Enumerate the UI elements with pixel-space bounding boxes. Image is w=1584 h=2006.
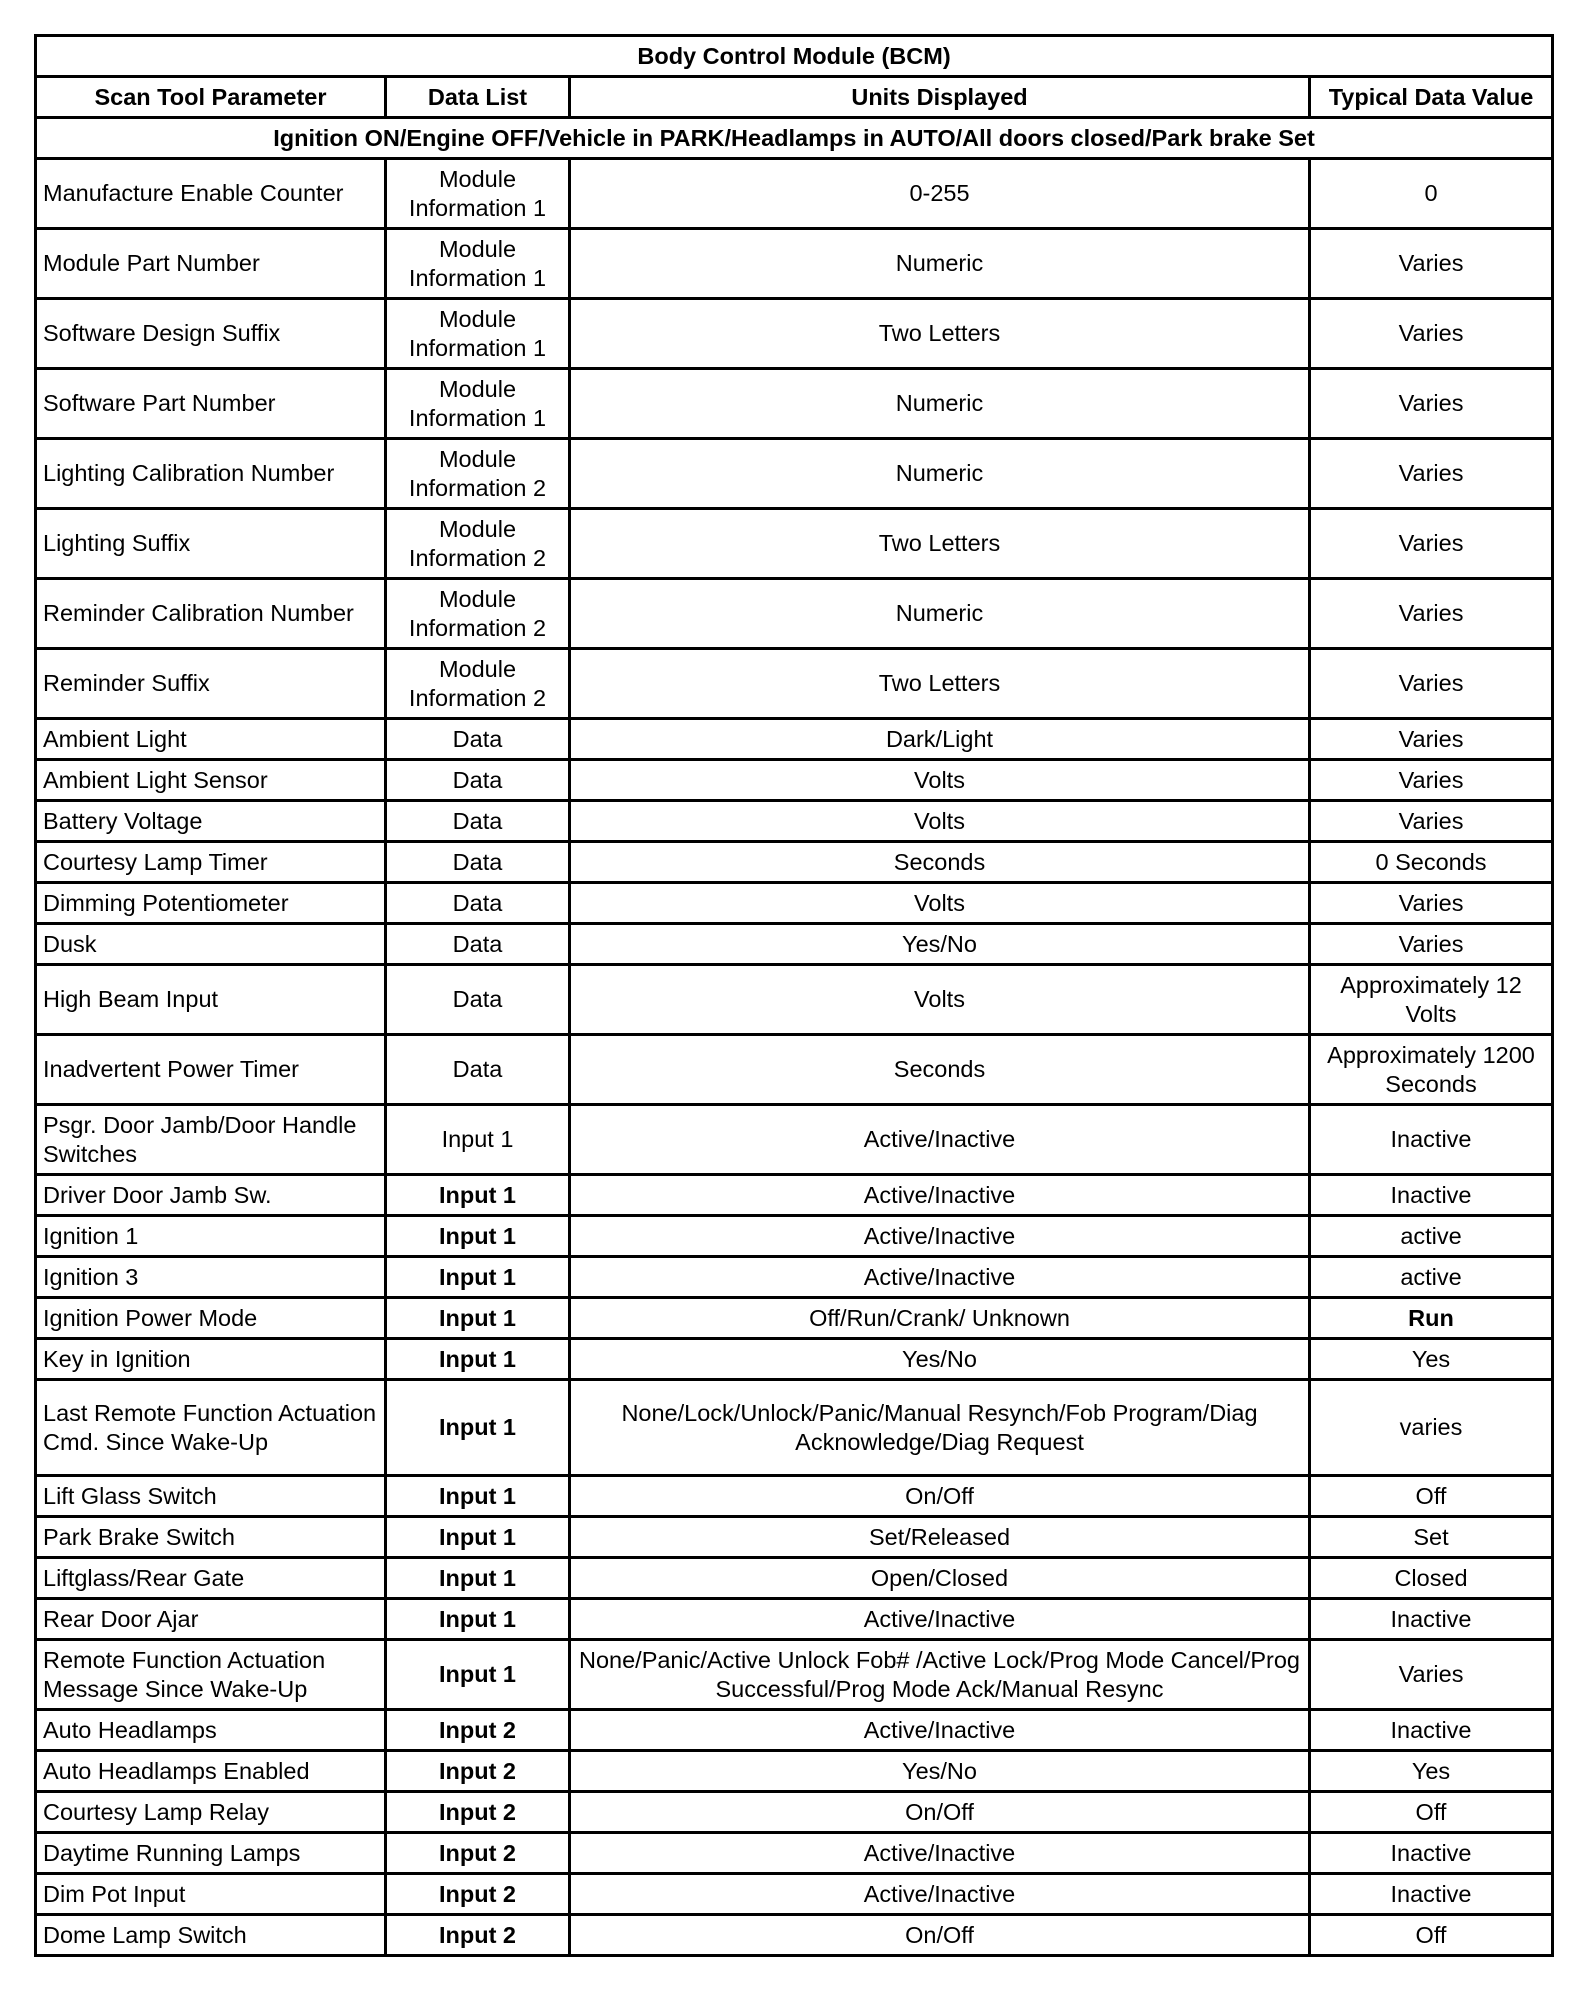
cell-scan-tool-parameter: Ambient Light (36, 719, 386, 760)
table-row (36, 1175, 1553, 1216)
cell-scan-tool-parameter: Module Part Number (36, 229, 386, 299)
table-row (36, 1792, 1553, 1833)
table-row (36, 649, 1553, 719)
table-row (36, 883, 1553, 924)
header-units-displayed: Units Displayed (570, 77, 1310, 118)
cell-data-list: Input 1 (386, 1175, 570, 1216)
cell-typical-data-value: Varies (1310, 760, 1553, 801)
table-row (36, 299, 1553, 369)
cell-typical-data-value: Varies (1310, 649, 1553, 719)
cell-data-list: Module Information 1 (386, 299, 570, 369)
cell-scan-tool-parameter: Dim Pot Input (36, 1874, 386, 1915)
table-row (36, 369, 1553, 439)
cell-typical-data-value: Inactive (1310, 1175, 1553, 1216)
cell-typical-data-value: Varies (1310, 1640, 1553, 1710)
table-row (36, 1257, 1553, 1298)
cell-units-displayed: Active/Inactive (570, 1216, 1310, 1257)
bcm-data-table (34, 34, 1554, 1957)
cell-units-displayed: Numeric (570, 229, 1310, 299)
cell-typical-data-value: Inactive (1310, 1874, 1553, 1915)
cell-typical-data-value: Off (1310, 1915, 1553, 1956)
table-row (36, 1751, 1553, 1792)
cell-data-list: Data (386, 842, 570, 883)
cell-units-displayed: Active/Inactive (570, 1833, 1310, 1874)
cell-units-displayed: Open/Closed (570, 1558, 1310, 1599)
cell-scan-tool-parameter: Software Design Suffix (36, 299, 386, 369)
cell-units-displayed: Active/Inactive (570, 1105, 1310, 1175)
cell-units-displayed: Dark/Light (570, 719, 1310, 760)
test-condition: Ignition ON/Engine OFF/Vehicle in PARK/Headlamps in AUTO/All doors closed/Park brake Set (36, 118, 1553, 159)
cell-scan-tool-parameter: High Beam Input (36, 965, 386, 1035)
cell-scan-tool-parameter: Ignition Power Mode (36, 1298, 386, 1339)
cell-scan-tool-parameter: Software Part Number (36, 369, 386, 439)
cell-data-list: Input 1 (386, 1380, 570, 1476)
cell-units-displayed: Yes/No (570, 1751, 1310, 1792)
table-row (36, 1105, 1553, 1175)
cell-scan-tool-parameter: Daytime Running Lamps (36, 1833, 386, 1874)
table-row (36, 719, 1553, 760)
cell-data-list: Data (386, 760, 570, 801)
cell-data-list: Data (386, 801, 570, 842)
cell-typical-data-value: active (1310, 1216, 1553, 1257)
cell-scan-tool-parameter: Rear Door Ajar (36, 1599, 386, 1640)
cell-data-list: Data (386, 965, 570, 1035)
cell-scan-tool-parameter: Reminder Suffix (36, 649, 386, 719)
cell-typical-data-value: Varies (1310, 299, 1553, 369)
cell-data-list: Data (386, 924, 570, 965)
table-row (36, 1599, 1553, 1640)
cell-data-list: Module Information 1 (386, 369, 570, 439)
cell-typical-data-value: Yes (1310, 1339, 1553, 1380)
cell-typical-data-value: 0 (1310, 159, 1553, 229)
header-data-list: Data List (386, 77, 570, 118)
table-title: Body Control Module (BCM) (36, 36, 1553, 77)
table-row (36, 801, 1553, 842)
cell-typical-data-value: Closed (1310, 1558, 1553, 1599)
table-row (36, 1915, 1553, 1956)
cell-data-list: Input 2 (386, 1833, 570, 1874)
cell-data-list: Module Information 2 (386, 509, 570, 579)
cell-units-displayed: Yes/No (570, 924, 1310, 965)
cell-scan-tool-parameter: Dimming Potentiometer (36, 883, 386, 924)
cell-data-list: Input 1 (386, 1216, 570, 1257)
table-row (36, 159, 1553, 229)
cell-typical-data-value: Off (1310, 1792, 1553, 1833)
cell-typical-data-value: Inactive (1310, 1599, 1553, 1640)
table-row (36, 1216, 1553, 1257)
cell-scan-tool-parameter: Dusk (36, 924, 386, 965)
cell-scan-tool-parameter: Ignition 3 (36, 1257, 386, 1298)
cell-units-displayed: On/Off (570, 1915, 1310, 1956)
cell-data-list: Input 2 (386, 1874, 570, 1915)
cell-units-displayed: Active/Inactive (570, 1599, 1310, 1640)
table-row (36, 1517, 1553, 1558)
column-header-row (36, 77, 1553, 118)
cell-data-list: Module Information 2 (386, 649, 570, 719)
cell-scan-tool-parameter: Courtesy Lamp Relay (36, 1792, 386, 1833)
title-row (36, 36, 1553, 77)
cell-data-list: Input 2 (386, 1751, 570, 1792)
cell-units-displayed: Active/Inactive (570, 1710, 1310, 1751)
table-row (36, 965, 1553, 1035)
cell-data-list: Data (386, 883, 570, 924)
cell-scan-tool-parameter: Ignition 1 (36, 1216, 386, 1257)
cell-scan-tool-parameter: Psgr. Door Jamb/Door Handle Switches (36, 1105, 386, 1175)
cell-data-list: Input 1 (386, 1517, 570, 1558)
cell-scan-tool-parameter: Courtesy Lamp Timer (36, 842, 386, 883)
cell-typical-data-value: Inactive (1310, 1710, 1553, 1751)
cell-scan-tool-parameter: Last Remote Function Actuation Cmd. Since Wake-Up (36, 1380, 386, 1476)
table-row (36, 842, 1553, 883)
cell-typical-data-value: Varies (1310, 509, 1553, 579)
cell-units-displayed: Volts (570, 883, 1310, 924)
cell-data-list: Input 1 (386, 1599, 570, 1640)
cell-scan-tool-parameter: Auto Headlamps (36, 1710, 386, 1751)
cell-scan-tool-parameter: Lift Glass Switch (36, 1476, 386, 1517)
cell-data-list: Data (386, 1035, 570, 1105)
table-row (36, 1035, 1553, 1105)
cell-typical-data-value: 0 Seconds (1310, 842, 1553, 883)
table-row (36, 1640, 1553, 1710)
cell-scan-tool-parameter: Inadvertent Power Timer (36, 1035, 386, 1105)
cell-scan-tool-parameter: Lighting Suffix (36, 509, 386, 579)
table-row (36, 1298, 1553, 1339)
cell-data-list: Input 1 (386, 1105, 570, 1175)
cell-data-list: Input 1 (386, 1339, 570, 1380)
cell-units-displayed: On/Off (570, 1476, 1310, 1517)
cell-units-displayed: Set/Released (570, 1517, 1310, 1558)
cell-scan-tool-parameter: Ambient Light Sensor (36, 760, 386, 801)
table-row (36, 579, 1553, 649)
cell-data-list: Input 1 (386, 1640, 570, 1710)
cell-typical-data-value: Approximately 12 Volts (1310, 965, 1553, 1035)
cell-typical-data-value: Run (1310, 1298, 1553, 1339)
cell-typical-data-value: varies (1310, 1380, 1553, 1476)
cell-data-list: Module Information 2 (386, 439, 570, 509)
table-row (36, 924, 1553, 965)
cell-scan-tool-parameter: Lighting Calibration Number (36, 439, 386, 509)
cell-typical-data-value: Varies (1310, 719, 1553, 760)
cell-units-displayed: Two Letters (570, 509, 1310, 579)
header-typical-data-value: Typical Data Value (1310, 77, 1553, 118)
cell-data-list: Input 1 (386, 1298, 570, 1339)
cell-units-displayed: Seconds (570, 1035, 1310, 1105)
cell-data-list: Input 1 (386, 1476, 570, 1517)
table-row (36, 760, 1553, 801)
cell-scan-tool-parameter: Remote Function Actuation Message Since Wake-Up (36, 1640, 386, 1710)
cell-data-list: Module Information 1 (386, 229, 570, 299)
table-row (36, 439, 1553, 509)
table-row (36, 1558, 1553, 1599)
table-row (36, 1833, 1553, 1874)
cell-typical-data-value: Varies (1310, 924, 1553, 965)
cell-typical-data-value: Approximately 1200 Seconds (1310, 1035, 1553, 1105)
cell-typical-data-value: Off (1310, 1476, 1553, 1517)
cell-units-displayed: Active/Inactive (570, 1175, 1310, 1216)
cell-units-displayed: On/Off (570, 1792, 1310, 1833)
table-row (36, 1380, 1553, 1476)
cell-units-displayed: 0-255 (570, 159, 1310, 229)
cell-units-displayed: None/Lock/Unlock/Panic/Manual Resynch/Fob Program/Diag Acknowledge/Diag Request (570, 1380, 1310, 1476)
cell-typical-data-value: Varies (1310, 369, 1553, 439)
cell-typical-data-value: Yes (1310, 1751, 1553, 1792)
cell-units-displayed: None/Panic/Active Unlock Fob# /Active Lock/Prog Mode Cancel/Prog Successful/Prog Mode Ack/Manual Resync (570, 1640, 1310, 1710)
cell-scan-tool-parameter: Liftglass/Rear Gate (36, 1558, 386, 1599)
cell-scan-tool-parameter: Battery Voltage (36, 801, 386, 842)
cell-units-displayed: Seconds (570, 842, 1310, 883)
cell-units-displayed: Two Letters (570, 649, 1310, 719)
cell-scan-tool-parameter: Auto Headlamps Enabled (36, 1751, 386, 1792)
cell-units-displayed: Volts (570, 801, 1310, 842)
cell-typical-data-value: Varies (1310, 883, 1553, 924)
cell-scan-tool-parameter: Park Brake Switch (36, 1517, 386, 1558)
table-row (36, 1476, 1553, 1517)
cell-units-displayed: Numeric (570, 369, 1310, 439)
cell-data-list: Input 2 (386, 1915, 570, 1956)
cell-data-list: Module Information 1 (386, 159, 570, 229)
table-row (36, 1874, 1553, 1915)
table-row (36, 1710, 1553, 1751)
cell-typical-data-value: active (1310, 1257, 1553, 1298)
cell-units-displayed: Volts (570, 760, 1310, 801)
cell-typical-data-value: Varies (1310, 801, 1553, 842)
cell-scan-tool-parameter: Key in Ignition (36, 1339, 386, 1380)
cell-typical-data-value: Set (1310, 1517, 1553, 1558)
cell-data-list: Input 1 (386, 1257, 570, 1298)
table-row (36, 509, 1553, 579)
cell-typical-data-value: Inactive (1310, 1833, 1553, 1874)
cell-data-list: Input 2 (386, 1710, 570, 1751)
table-row (36, 1339, 1553, 1380)
condition-row (36, 118, 1553, 159)
header-scan-tool-parameter: Scan Tool Parameter (36, 77, 386, 118)
cell-scan-tool-parameter: Dome Lamp Switch (36, 1915, 386, 1956)
cell-units-displayed: Volts (570, 965, 1310, 1035)
cell-units-displayed: Yes/No (570, 1339, 1310, 1380)
cell-scan-tool-parameter: Reminder Calibration Number (36, 579, 386, 649)
cell-units-displayed: Numeric (570, 579, 1310, 649)
cell-typical-data-value: Inactive (1310, 1105, 1553, 1175)
cell-scan-tool-parameter: Manufacture Enable Counter (36, 159, 386, 229)
cell-data-list: Input 1 (386, 1558, 570, 1599)
table-body (36, 159, 1553, 1956)
cell-units-displayed: Active/Inactive (570, 1257, 1310, 1298)
cell-scan-tool-parameter: Driver Door Jamb Sw. (36, 1175, 386, 1216)
cell-units-displayed: Two Letters (570, 299, 1310, 369)
cell-typical-data-value: Varies (1310, 229, 1553, 299)
table-row (36, 229, 1553, 299)
cell-typical-data-value: Varies (1310, 579, 1553, 649)
cell-typical-data-value: Varies (1310, 439, 1553, 509)
cell-units-displayed: Numeric (570, 439, 1310, 509)
cell-units-displayed: Off/Run/Crank/ Unknown (570, 1298, 1310, 1339)
cell-data-list: Data (386, 719, 570, 760)
cell-data-list: Input 2 (386, 1792, 570, 1833)
cell-units-displayed: Active/Inactive (570, 1874, 1310, 1915)
cell-data-list: Module Information 2 (386, 579, 570, 649)
